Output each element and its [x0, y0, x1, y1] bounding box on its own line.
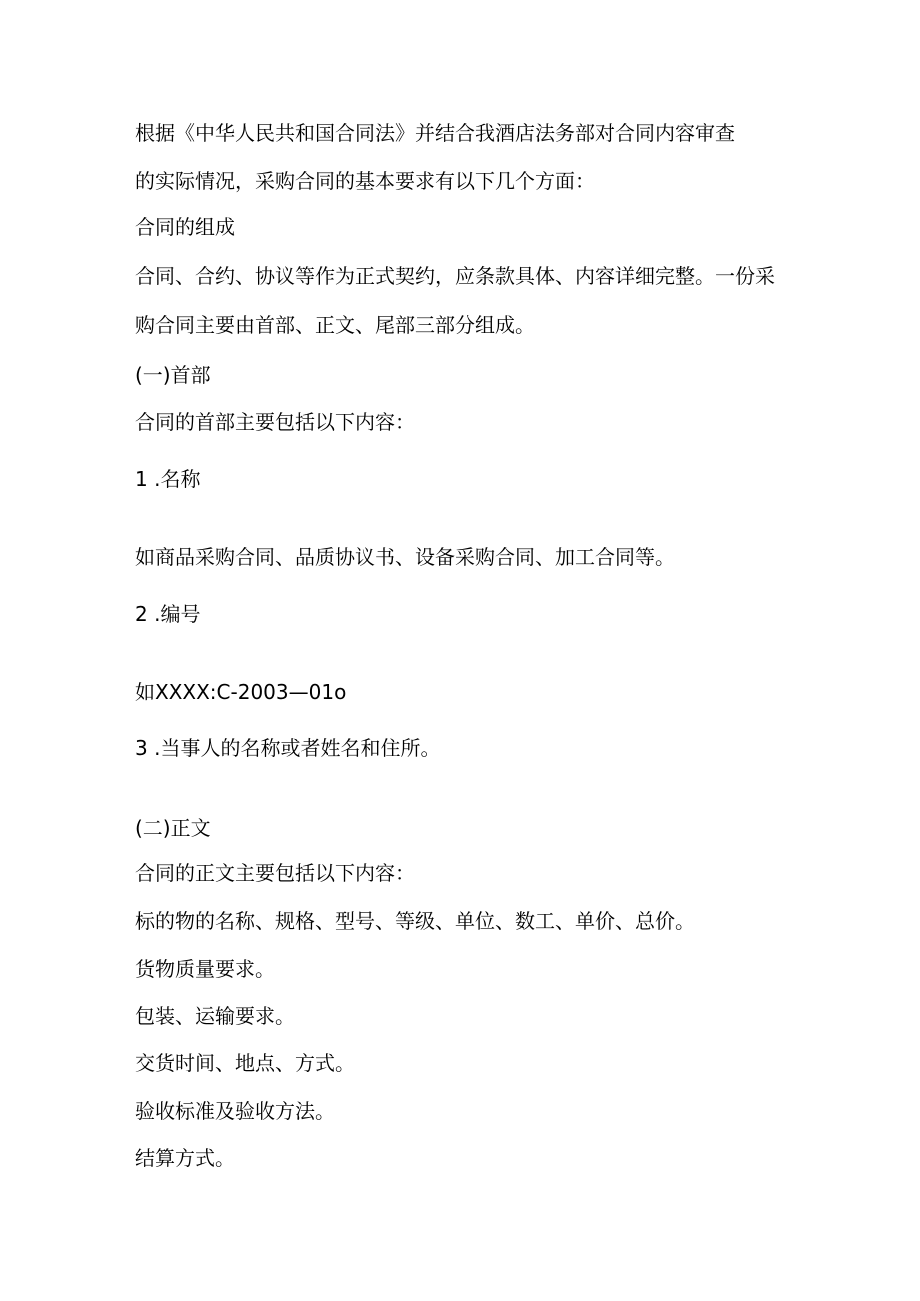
section-title-body: (二)正文 — [135, 816, 211, 840]
section-title-header: (一)首部 — [135, 363, 211, 387]
section-title-composition: 合同的组成 — [135, 215, 235, 239]
body-item-1: 标的物的名称、规格、型号、等级、单位、数工、单价、总价。 — [135, 909, 695, 933]
body-item-2: 货物质量要求。 — [135, 957, 275, 981]
body-item-3: 包装、运输要求。 — [135, 1004, 295, 1028]
header-item-1-detail: 如商品采购合同、品质协议书、设备采购合同、加工合同等。 — [135, 545, 675, 569]
header-item-2-detail: 如XXXX:C-2003—01o — [135, 680, 347, 704]
composition-paragraph-line-2: 购合同主要由首部、正文、尾部三部分组成。 — [135, 313, 535, 337]
intro-line-1: 根据《中华人民共和国合同法》并结合我酒店法务部对合同内容审查 — [135, 121, 735, 145]
body-item-5: 验收标准及验收方法。 — [135, 1099, 335, 1123]
intro-line-2: 的实际情况，采购合同的基本要求有以下几个方面： — [135, 169, 595, 193]
body-item-4: 交货时间、地点、方式。 — [135, 1051, 355, 1075]
composition-paragraph-line-1: 合同、合约、协议等作为正式契约，应条款具体、内容详细完整。一份采 — [135, 264, 775, 288]
header-item-2-label: 2 .编号 — [135, 602, 201, 626]
body-lead: 合同的正文主要包括以下内容： — [135, 861, 415, 885]
body-item-6: 结算方式。 — [135, 1146, 235, 1170]
header-lead: 合同的首部主要包括以下内容： — [135, 410, 415, 434]
header-item-3-label: 3 .当事人的名称或者姓名和住所。 — [135, 736, 441, 760]
header-item-1-label: 1 .名称 — [135, 467, 201, 491]
